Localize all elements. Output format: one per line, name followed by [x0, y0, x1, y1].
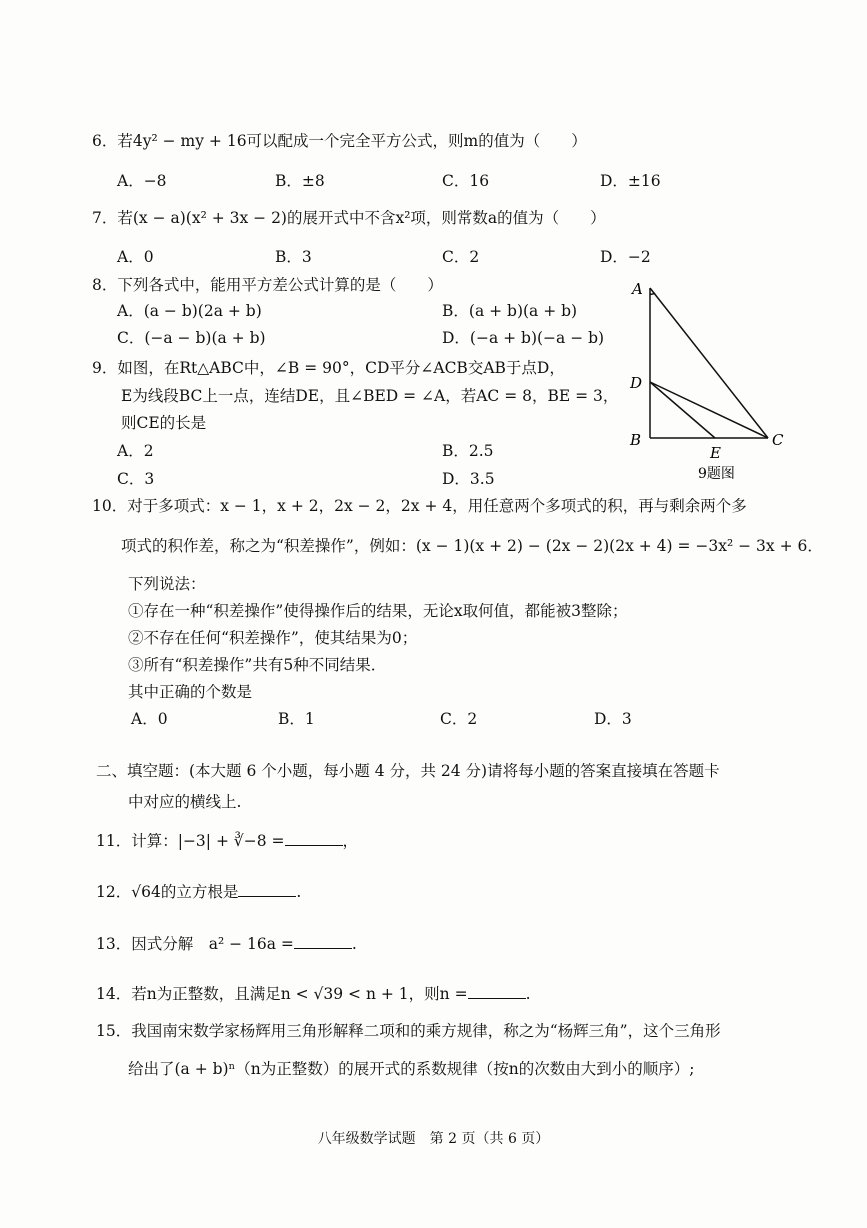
figure-caption: 9题图 — [698, 466, 735, 482]
q7-option-c: C．2 — [442, 248, 480, 266]
page-footer: 八年级数学试题 第 2 页（共 6 页） — [317, 1131, 550, 1147]
q9-option-a: A．2 — [117, 442, 154, 460]
question-13 — [96, 934, 357, 954]
question-14-prefix: 14．若n为正整数，且满足n < √39 < n + 1，则n = — [96, 985, 468, 1003]
question-10-line-3: 下列说法： — [128, 575, 206, 593]
label-c: C — [772, 431, 784, 449]
question-9-figure — [620, 272, 800, 484]
question-10-line-4: 其中正确的个数是 — [128, 683, 253, 701]
question-10-statement-3: ③所有“积差操作”共有5种不同结果． — [128, 656, 387, 674]
question-15-line-1: 15．我国南宋数学家杨辉用三角形解释二项和的乘方规律，称之为“杨辉三角”，这个三角形 — [96, 1022, 721, 1040]
question-10-line-1: 10．对于多项式：x − 1，x + 2，2x − 2，2x + 4，用任意两个多项式的积，再与剩余两个多 — [92, 497, 747, 515]
q8-option-a: A．(a − b)(2a + b) — [117, 302, 262, 320]
section-2-heading-cont: 中对应的横线上. — [128, 793, 242, 811]
q9-option-d: D．3.5 — [442, 470, 495, 488]
answer-blank-11[interactable] — [285, 831, 343, 846]
label-b: B — [630, 431, 642, 449]
answer-blank-14[interactable] — [468, 984, 526, 999]
segment-ac — [650, 288, 768, 438]
section-2-heading: 二、填空题：(本大题 6 个小题，每小题 4 分，共 24 分)请将每小题的答案直接填在答题卡 — [96, 762, 720, 780]
question-11-suffix: ， — [342, 832, 359, 850]
q8-option-d: D．(−a + b)(−a − b) — [442, 329, 605, 347]
q6-option-b: B．±8 — [275, 172, 325, 190]
q9-option-c: C．3 — [117, 470, 155, 488]
question-13-prefix: 13．因式分解 a² − 16a = — [96, 935, 294, 953]
question-13-suffix: . — [351, 935, 357, 953]
segment-de — [650, 382, 715, 438]
question-10-statement-1: ①存在一种“积差操作”使得操作后的结果，无论x取何值，都能被3整除； — [128, 602, 628, 620]
q10-option-c: C．2 — [440, 710, 478, 728]
q7-option-a: A．0 — [117, 248, 154, 266]
question-10-line-2: 项式的积作差，称之为“积差操作”，例如：(x − 1)(x + 2) − (2x − 2)(2x + 4) = −3x² − 3x + 6． — [121, 537, 823, 555]
question-12 — [96, 882, 301, 902]
question-6-stem: 6．若4y² − my + 16可以配成一个完全平方公式，则m的值为（ ） — [92, 132, 587, 150]
q9-option-b: B．2.5 — [442, 442, 494, 460]
question-7-stem: 7．若(x − a)(x² + 3x − 2)的展开式中不含x²项，则常数a的值为（ ） — [92, 209, 606, 227]
q10-option-d: D．3 — [594, 710, 632, 728]
label-d: D — [630, 374, 643, 392]
question-9-line-1: 9．如图，在Rt△ABC中，∠B = 90°，CD平分∠ACB交AB于点D， — [92, 359, 565, 377]
label-a: A — [632, 280, 643, 298]
q7-option-b: B．3 — [275, 248, 312, 266]
question-9-line-3: 则CE的长是 — [121, 414, 207, 432]
question-14 — [96, 984, 531, 1004]
q6-option-c: C．16 — [442, 172, 490, 190]
segment-dc — [650, 382, 768, 438]
question-15-line-2: 给出了(a + b)ⁿ（n为正整数）的展开式的系数规律（按n的次数由大到小的顺序）; — [128, 1060, 695, 1078]
answer-blank-13[interactable] — [294, 934, 352, 949]
label-e: E — [710, 444, 721, 462]
question-11 — [96, 831, 358, 851]
answer-blank-12[interactable] — [238, 882, 296, 897]
q6-option-a: A．−8 — [117, 172, 167, 190]
question-12-prefix: 12．√64的立方根是 — [96, 883, 239, 901]
q10-option-b: B．1 — [278, 710, 315, 728]
q6-option-d: D．±16 — [600, 172, 661, 190]
q7-option-d: D．−2 — [600, 248, 651, 266]
question-10-statement-2: ②不存在任何“积差操作”，使其结果为0； — [128, 629, 418, 647]
q8-option-c: C．(−a − b)(a + b) — [117, 329, 266, 347]
question-8-stem: 8．下列各式中，能用平方差公式计算的是（ ） — [92, 276, 443, 294]
question-11-prefix: 11．计算：|−3| + ∛−8 = — [96, 832, 285, 850]
question-9-line-2: E为线段BC上一点，连结DE，且∠BED = ∠A，若AC = 8，BE = 3， — [121, 387, 619, 405]
q10-option-a: A．0 — [131, 710, 168, 728]
question-14-suffix: . — [525, 985, 531, 1003]
q8-option-b: B．(a + b)(a + b) — [442, 302, 578, 320]
question-12-suffix: . — [296, 883, 302, 901]
